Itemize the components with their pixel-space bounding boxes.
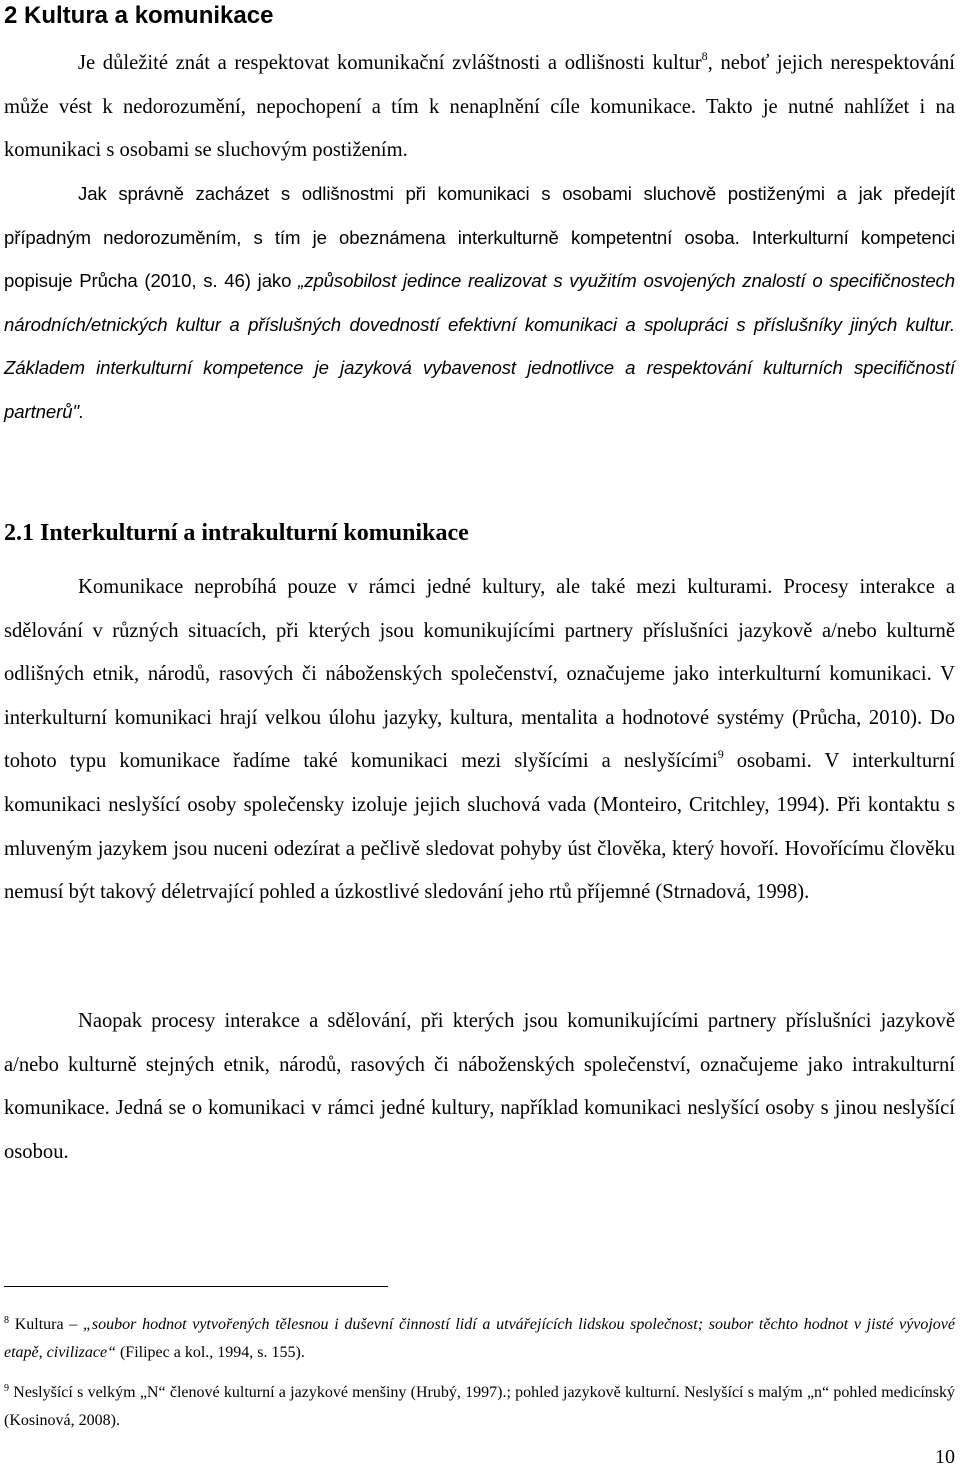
paragraph-intro [4,42,955,173]
footnote-8-citation: (Filipec a kol., 1994, s. 155). [115,1344,305,1361]
chapter-heading: 2 Kultura a komunikace [4,2,274,29]
footnote-9 [4,1379,955,1435]
paragraph-competence-text: Jak správně zacházet s odlišnostmi při komunikaci s osobami sluchově postiženými a jak předejít případným nedorozuměním, s tím je obeznámena interkulturně kompetentní osoba. Interkulturní kompetenci popisuje Průcha (2010, s. 46) jako [4,183,955,292]
footnote-separator [4,1286,388,1287]
footnote-9-text: Neslyšící s velkým „N“ členové kulturní a jazykové menšiny (Hrubý, 1997).; pohled jazykově kulturní. Neslyšící s malým „n“ pohled medicínský (Kosinová, 2008). [4,1384,955,1429]
page-number: 10 [935,1446,955,1468]
footnote-ref-9[interactable]: 9 [717,747,724,762]
section-heading: 2.1 Interkulturní a intrakulturní komunikace [4,520,469,546]
footnote-9-number: 9 [4,1383,9,1394]
footnote-8 [4,1311,955,1367]
paragraph-intercultural-communication [4,566,955,915]
footnote-8-quote: „soubor hodnot vytvořených tělesnou i duševní činností lidí a utvářejících lidskou společnost; soubor těchto hodnot v jisté vývojové etapě, civilizace“ [4,1316,956,1361]
paragraph-intercultural-text-a: Komunikace neprobíhá pouze v rámci jedné kultury, ale také mezi kulturami. Procesy interakce a sdělování v různých situacích, při kterých jsou komunikujícími partnery příslušníci jazykově a/nebo kulturně odlišných etnik, národů, rasových či náboženských společenství, označujeme jako interkulturní komunikaci. V interkulturní komunikaci hrají velkou úlohu jazyky, kultura, mentalita a hodnotové systémy (Průcha, 2010). Do tohoto typu komunikace řadíme také komunikaci mezi slyšícími a neslyšícími [4,576,955,773]
paragraph-intro-text-a: Je důležité znát a respektovat komunikační zvláštnosti a odlišnosti kultur [78,52,702,74]
paragraph-intercultural-competence [4,172,955,434]
definition-quote: „způsobilost jedince realizovat s využitím osvojených znalostí o specifičnostech národních/etnických kultur a příslušných dovedností efektivní komunikaci a spolupráci s příslušníky jiných kultur. Základem interkulturní kompetence je jazyková vybavenost jednotlivce a respektování kulturních specifičností partnerů". [4,270,955,422]
footnote-ref-8[interactable]: 8 [701,49,708,63]
paragraph-intercultural-text-b: osobami. V interkulturní komunikaci neslyšící osoby společensky izoluje jejich sluchová vada (Monteiro, Critchley, 1994). Při kontaktu s mluveným jazykem jsou nuceni odezírat a pečlivě sledovat pohyby úst člověka, který hovoří. Hovořícímu člověku nemusí být takový déletrvající pohled a úzkostlivé sledování jeho rtů příjemné (Strnadová, 1998). [4,750,955,904]
footnote-8-number: 8 [4,1315,9,1326]
footnote-8-term: Kultura – [9,1316,84,1333]
paragraph-intro-text-b: , neboť jejich nerespektování může vést k nedorozumění, nepochopení a tím k nenaplnění cíle komunikace. Takto je nutné nahlížet i na komunikaci s osobami se sluchovým postižením. [4,52,955,162]
paragraph-intracultural-communication: Naopak procesy interakce a sdělování, při kterých jsou komunikujícími partnery příslušníci jazykově a/nebo kulturně stejných etnik, národů, rasových či náboženských společenství, označujeme jako intrakulturní komunikace. Jedná se o komunikaci v rámci jedné kultury, například komunikaci neslyšící osoby s jinou neslyšící osobou. [4,1010,955,1163]
